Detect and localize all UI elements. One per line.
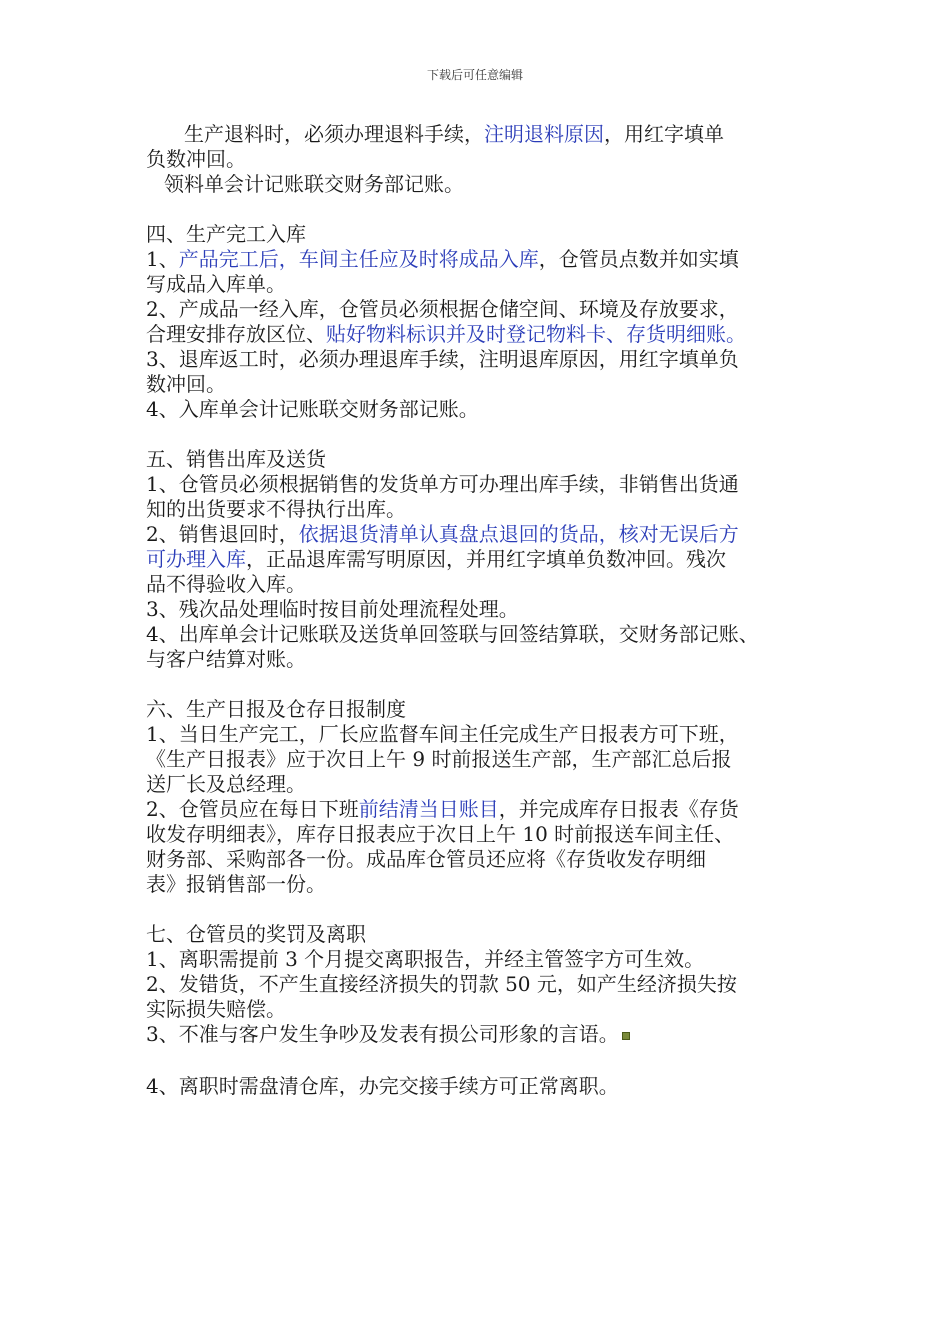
highlighted-text: 注明退料原因	[484, 122, 604, 146]
section-5-title: 五、销售出库及送货	[146, 447, 326, 471]
highlighted-text: 依据退货清单认真盘点退回的货品，核对无误后方	[298, 522, 739, 546]
section-4-item-1-cont: 写成品入库单。	[146, 272, 286, 296]
section-6-item-2-cont2: 财务部、采购部各一份。成品库仓管员还应将《存货收发存明细	[146, 847, 706, 871]
page-header: 下载后可任意编辑	[426, 68, 523, 82]
section-4-item-4: 4、入库单会计记账联交财务部记账。	[146, 397, 479, 421]
text-run: 2、销售退回时，	[146, 522, 299, 546]
intro-paragraph-2: 领料单会计记账联交财务部记账。	[164, 172, 464, 196]
text-run: 生产退料时，必须办理退料手续，	[184, 122, 484, 146]
section-5-item-3: 3、残次品处理临时按目前处理流程处理。	[146, 597, 519, 621]
section-7-item-4: 4、离职时需盘清仓库，办完交接手续方可正常离职。	[146, 1074, 619, 1098]
section-7-title: 七、仓管员的奖罚及离职	[146, 922, 366, 946]
highlighted-text: 前结清当日账目	[358, 797, 499, 821]
section-7-item-1: 1、离职需提前 3 个月提交离职报告，并经主管签字方可生效。	[146, 947, 705, 971]
text-run: ，仓管员点数并如实填	[538, 247, 739, 271]
section-7-item-2-cont: 实际损失赔偿。	[146, 997, 286, 1021]
text-run: ，正品退库需写明原因，并用红字填单负数冲回。残次	[246, 547, 726, 571]
highlighted-text: 可办理入库	[146, 547, 246, 571]
section-6-item-2-cont3: 表》报销售部一份。	[146, 872, 326, 896]
highlighted-text: 产品完工后，车间主任应及时将成品入库	[178, 247, 539, 271]
section-7-item-2: 2、发错货，不产生直接经济损失的罚款 50 元，如产生经济损失按	[146, 972, 737, 996]
section-6-item-2-cont: 收发存明细表》，库存日报表应于次日上午 10 时前报送车间主任、	[146, 822, 735, 846]
section-6-item-2	[146, 797, 826, 822]
text-run: 2、仓管员应在每日下班	[146, 797, 359, 821]
section-5-item-2	[146, 522, 826, 547]
text-run: ，用红字填单	[604, 122, 724, 146]
section-5-item-4: 4、出库单会计记账联及送货单回签联与回签结算联，交财务部记账、	[146, 622, 759, 646]
section-4-item-2-cont	[146, 322, 826, 347]
section-4-item-3-cont: 数冲回。	[146, 372, 226, 396]
section-5-item-1-cont: 知的出货要求不得执行出库。	[146, 497, 406, 521]
text-run: 3、不准与客户发生争吵及发表有损公司形象的言语。	[146, 1022, 619, 1046]
anchor-marker-icon	[622, 1032, 630, 1040]
document-body	[146, 122, 826, 1099]
section-5-item-2-cont	[146, 547, 826, 572]
text-run: 合理安排存放区位、	[146, 322, 326, 346]
text-run: 1、	[146, 247, 179, 271]
section-5-item-4-cont: 与客户结算对账。	[146, 647, 306, 671]
section-5-item-1: 1、仓管员必须根据销售的发货单方可办理出库手续，非销售出货通	[146, 472, 739, 496]
section-6-title: 六、生产日报及仓存日报制度	[146, 697, 406, 721]
section-7-item-3	[146, 1022, 826, 1047]
section-6-item-1-cont2: 送厂长及总经理。	[146, 772, 306, 796]
section-6-item-1: 1、当日生产完工，厂长应监督车间主任完成生产日报表方可下班，	[146, 722, 739, 746]
section-4-title: 四、生产完工入库	[146, 222, 306, 246]
section-4-item-2: 2、产成品一经入库，仓管员必须根据仓储空间、环境及存放要求，	[146, 297, 739, 321]
section-6-item-1-cont: 《生产日报表》应于次日上午 9 时前报送生产部，生产部汇总后报	[146, 747, 732, 771]
highlighted-text: 贴好物料标识并及时登记物料卡、存货明细账。	[326, 322, 746, 346]
intro-paragraph-1	[146, 122, 826, 147]
section-5-item-2-cont2: 品不得验收入库。	[146, 572, 306, 596]
intro-paragraph-1-cont: 负数冲回。	[146, 147, 246, 171]
section-4-item-3: 3、退库返工时，必须办理退库手续，注明退库原因，用红字填单负	[146, 347, 739, 371]
section-4-item-1	[146, 247, 826, 272]
text-run: ，并完成库存日报表《存货	[498, 797, 739, 821]
